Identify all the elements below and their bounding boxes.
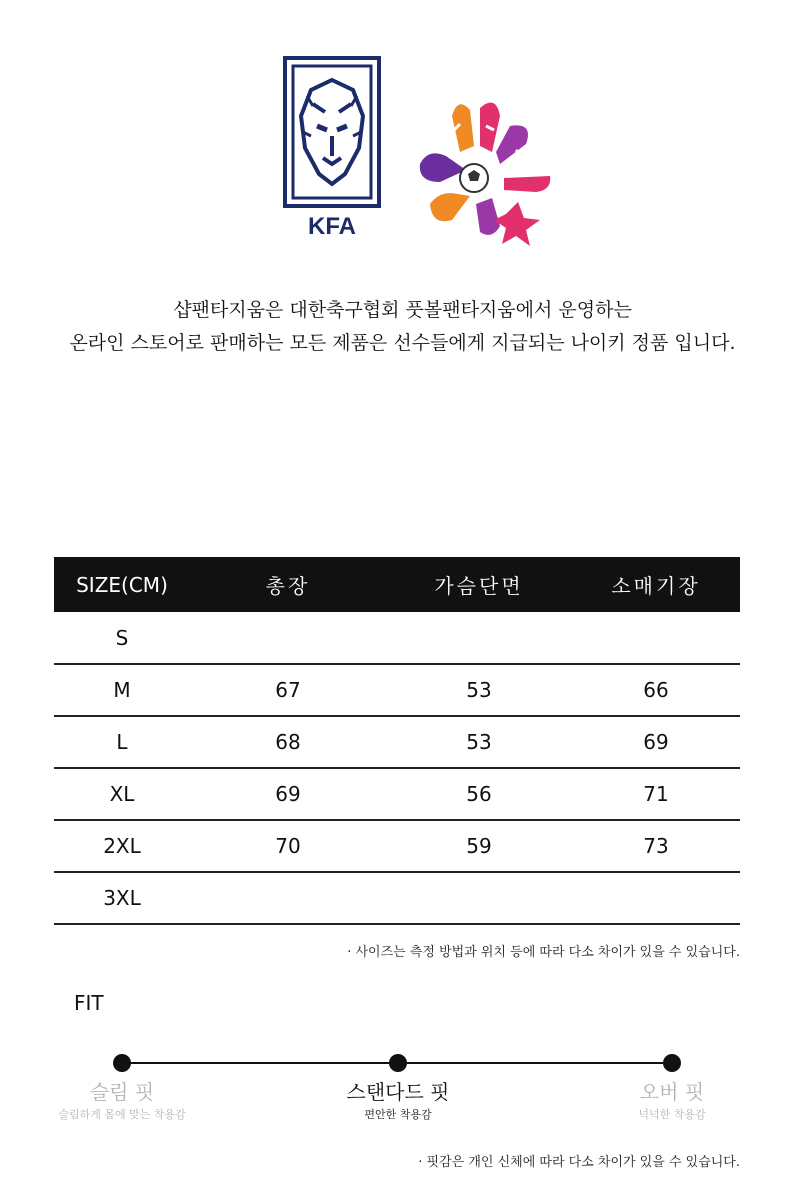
size-cell: S	[54, 612, 190, 664]
sleeve-length-cell: 73	[572, 820, 740, 872]
fit-option-name: 오버 핏	[639, 1080, 705, 1104]
kfa-text: KFA	[308, 213, 356, 240]
size-note: · 사이즈는 측정 방법과 위치 등에 따라 다소 차이가 있을 수 있습니다.	[347, 945, 740, 960]
total-length-cell	[190, 612, 386, 664]
fit-dot-over	[663, 1054, 681, 1072]
total-length-cell: 70	[190, 820, 386, 872]
festival-logo	[400, 86, 560, 281]
table-row	[54, 716, 740, 768]
sleeve-length-cell: 71	[572, 768, 740, 820]
size-cell: 2XL	[54, 820, 190, 872]
sleeve-length-cell	[572, 872, 740, 924]
table-row	[54, 612, 740, 664]
size-cell: 3XL	[54, 872, 190, 924]
chest-width-cell: 53	[386, 716, 572, 768]
chest-width-cell: 56	[386, 768, 572, 820]
header-sleeve-length: 소매기장	[572, 557, 740, 612]
table-row	[54, 664, 740, 716]
intro-text	[0, 294, 805, 360]
fit-scale	[0, 1053, 805, 1073]
table-row	[54, 768, 740, 820]
total-length-cell: 67	[190, 664, 386, 716]
fit-option-desc: 편안한 착용감	[364, 1108, 432, 1121]
intro-line-2: 온라인 스토어로 판매하는 모든 제품은 선수들에게 지급되는 나이키 정품 입니다.	[69, 332, 736, 354]
chest-width-cell: 53	[386, 664, 572, 716]
size-cell: M	[54, 664, 190, 716]
fit-option-slim	[22, 1078, 222, 1124]
sleeve-length-cell: 69	[572, 716, 740, 768]
chest-width-cell	[386, 872, 572, 924]
table-row	[54, 872, 740, 924]
fit-option-name: 스탠다드 핏	[346, 1080, 450, 1104]
sleeve-length-cell	[572, 612, 740, 664]
fit-note: · 핏감은 개인 신체에 따라 다소 차이가 있을 수 있습니다.	[418, 1155, 740, 1170]
total-length-cell: 69	[190, 768, 386, 820]
header-size: SIZE(CM)	[54, 557, 190, 612]
fit-dot-slim	[113, 1054, 131, 1072]
intro-line-1: 샵팬타지움은 대한축구협회 풋볼팬타지움에서 운영하는	[173, 299, 632, 321]
fit-option-desc: 넉넉한 착용감	[638, 1108, 706, 1121]
fit-label: FIT	[74, 991, 104, 1015]
total-length-cell: 68	[190, 716, 386, 768]
chest-width-cell: 59	[386, 820, 572, 872]
chest-width-cell	[386, 612, 572, 664]
fit-dot-standard	[389, 1054, 407, 1072]
size-table-header	[54, 557, 740, 612]
fit-option-desc: 슬림하게 몸에 맞는 착용감	[58, 1108, 186, 1121]
total-length-cell	[190, 872, 386, 924]
fit-option-standard	[298, 1078, 498, 1124]
fit-option-over	[572, 1078, 772, 1124]
size-cell: L	[54, 716, 190, 768]
size-cell: XL	[54, 768, 190, 820]
fit-option-name: 슬림 핏	[89, 1080, 155, 1104]
logo-area	[0, 56, 805, 246]
header-total-length: 총장	[190, 557, 386, 612]
sleeve-length-cell: 66	[572, 664, 740, 716]
table-row	[54, 820, 740, 872]
size-table	[54, 557, 740, 925]
header-chest-width: 가슴단면	[386, 557, 572, 612]
kfa-logo	[283, 56, 383, 241]
